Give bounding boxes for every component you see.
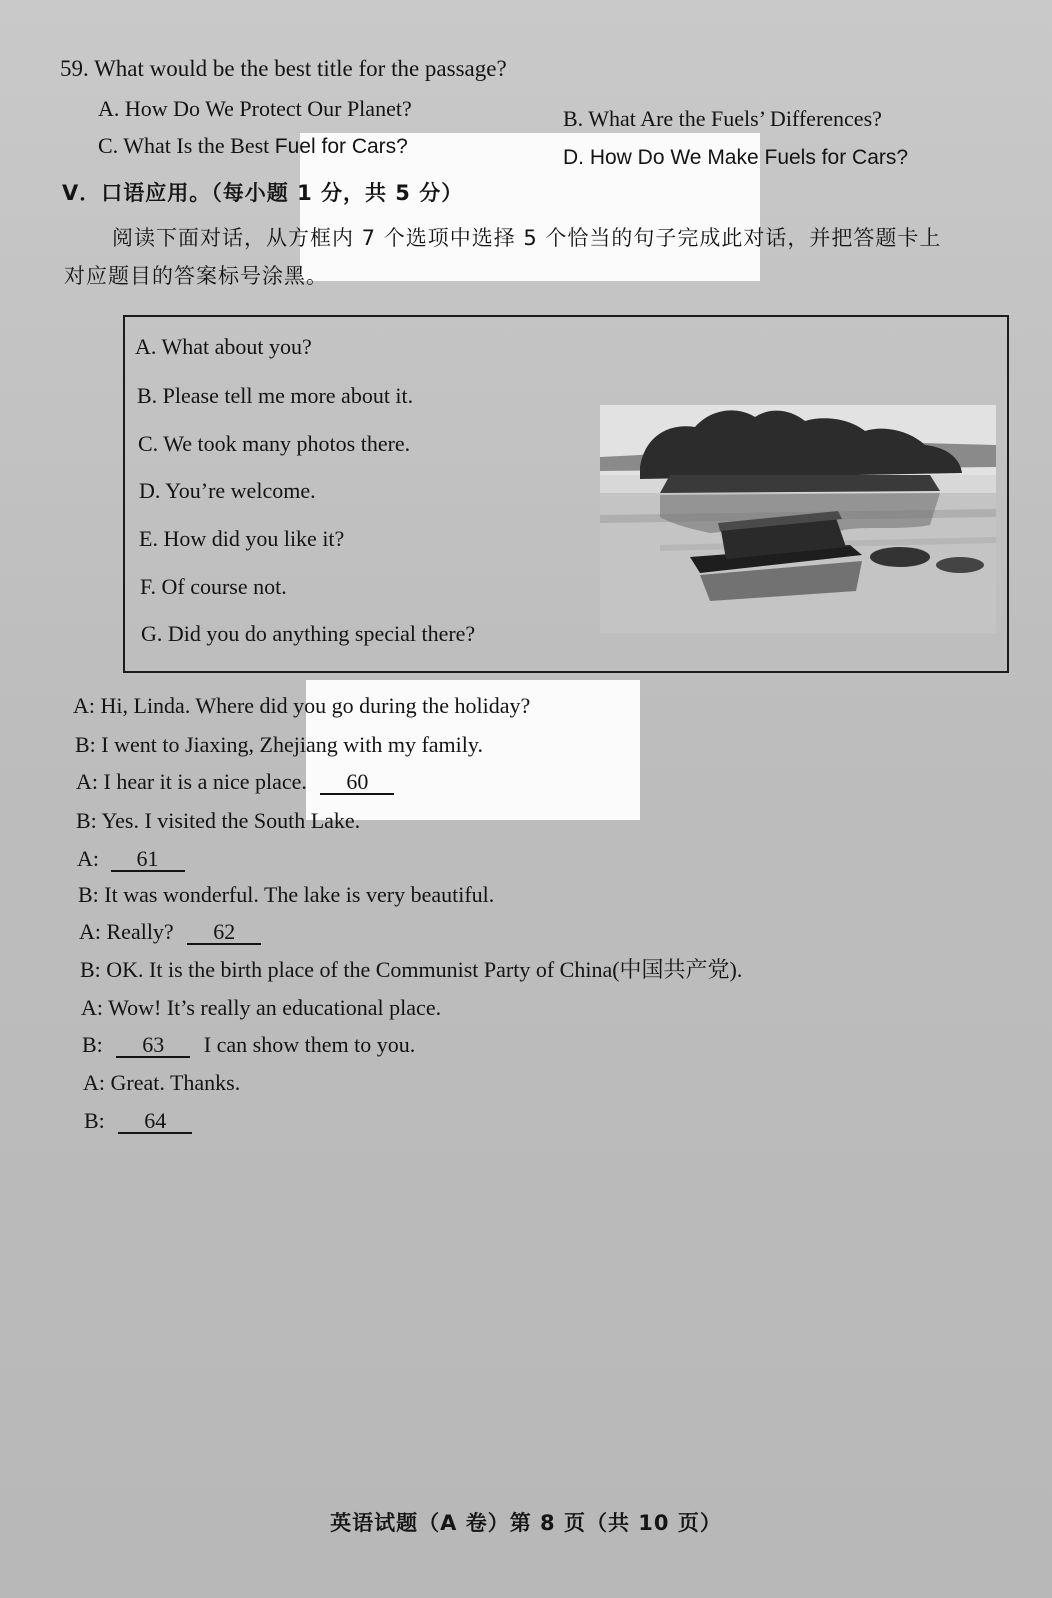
blank-64[interactable]: 64 <box>118 1110 192 1134</box>
dialogue-line-10-text: B: <box>82 1032 103 1057</box>
dialogue-line-12-text: B: <box>84 1108 105 1133</box>
dialogue-line-12 <box>84 1108 192 1134</box>
option-g: G. Did you do anything special there? <box>141 621 476 646</box>
dialogue-line-2: B: I went to Jiaxing, Zhejiang with my family. <box>75 732 483 757</box>
dialogue-line-10 <box>82 1032 415 1058</box>
dialogue-line-6: B: It was wonderful. The lake is very beautiful. <box>78 882 495 907</box>
dialogue-line-8: B: OK. It is the birth place of the Communist Party of China(中国共产党). <box>80 957 743 982</box>
section-5-instruction-line1: 阅读下面对话，从方框内 7 个选项中选择 5 个恰当的句子完成此对话，并把答题卡上 <box>112 226 942 250</box>
south-lake-photo <box>600 405 996 633</box>
option-b: B. Please tell me more about it. <box>137 383 414 408</box>
dialogue-line-1: A: Hi, Linda. Where did you go during the holiday? <box>73 693 531 718</box>
option-c-part1: C. What Is the Best <box>98 133 270 158</box>
option-c-part2: Fuel for Cars? <box>274 135 408 158</box>
option-e: E. How did you like it? <box>139 526 345 551</box>
blank-62[interactable]: 62 <box>187 921 261 945</box>
page-footer: 英语试题（A 卷）第 8 页（共 10 页） <box>330 1511 722 1535</box>
blank-63[interactable]: 63 <box>116 1034 190 1058</box>
question-59-option-a: A. How Do We Protect Our Planet? <box>98 96 412 121</box>
question-59-option-d: D. How Do We Make Fuels for Cars? <box>563 146 909 169</box>
dialogue-line-4: B: Yes. I visited the South Lake. <box>76 808 361 833</box>
blank-61[interactable]: 61 <box>111 848 185 872</box>
dialogue-line-9: A: Wow! It’s really an educational place. <box>81 995 442 1020</box>
dialogue-line-7 <box>79 919 261 945</box>
dialogue-line-5-text: A: <box>77 846 99 871</box>
dialogue-line-3 <box>76 769 394 795</box>
option-a: A. What about you? <box>135 334 312 359</box>
section-5-heading: V．口语应用。（每小题 1 分，共 5 分） <box>62 181 464 205</box>
dialogue-line-11: A: Great. Thanks. <box>83 1070 241 1095</box>
question-59-stem: 59. What would be the best title for the passage? <box>60 56 507 81</box>
option-f: F. Of course not. <box>140 574 287 599</box>
question-59-option-c <box>98 133 408 160</box>
question-59-option-b: B. What Are the Fuels’ Differences? <box>563 106 882 131</box>
blank-60[interactable]: 60 <box>320 771 394 795</box>
dialogue-line-5 <box>77 846 185 872</box>
dialogue-line-10-tail: I can show them to you. <box>203 1032 416 1057</box>
dialogue-line-7-text: A: Really? <box>79 919 174 944</box>
option-c: C. We took many photos there. <box>138 431 411 456</box>
section-5-instruction-line2: 对应题目的答案标号涂黑。 <box>64 264 328 288</box>
option-d: D. You’re welcome. <box>139 478 316 503</box>
dialogue-line-3-text: A: I hear it is a nice place. <box>76 769 307 794</box>
